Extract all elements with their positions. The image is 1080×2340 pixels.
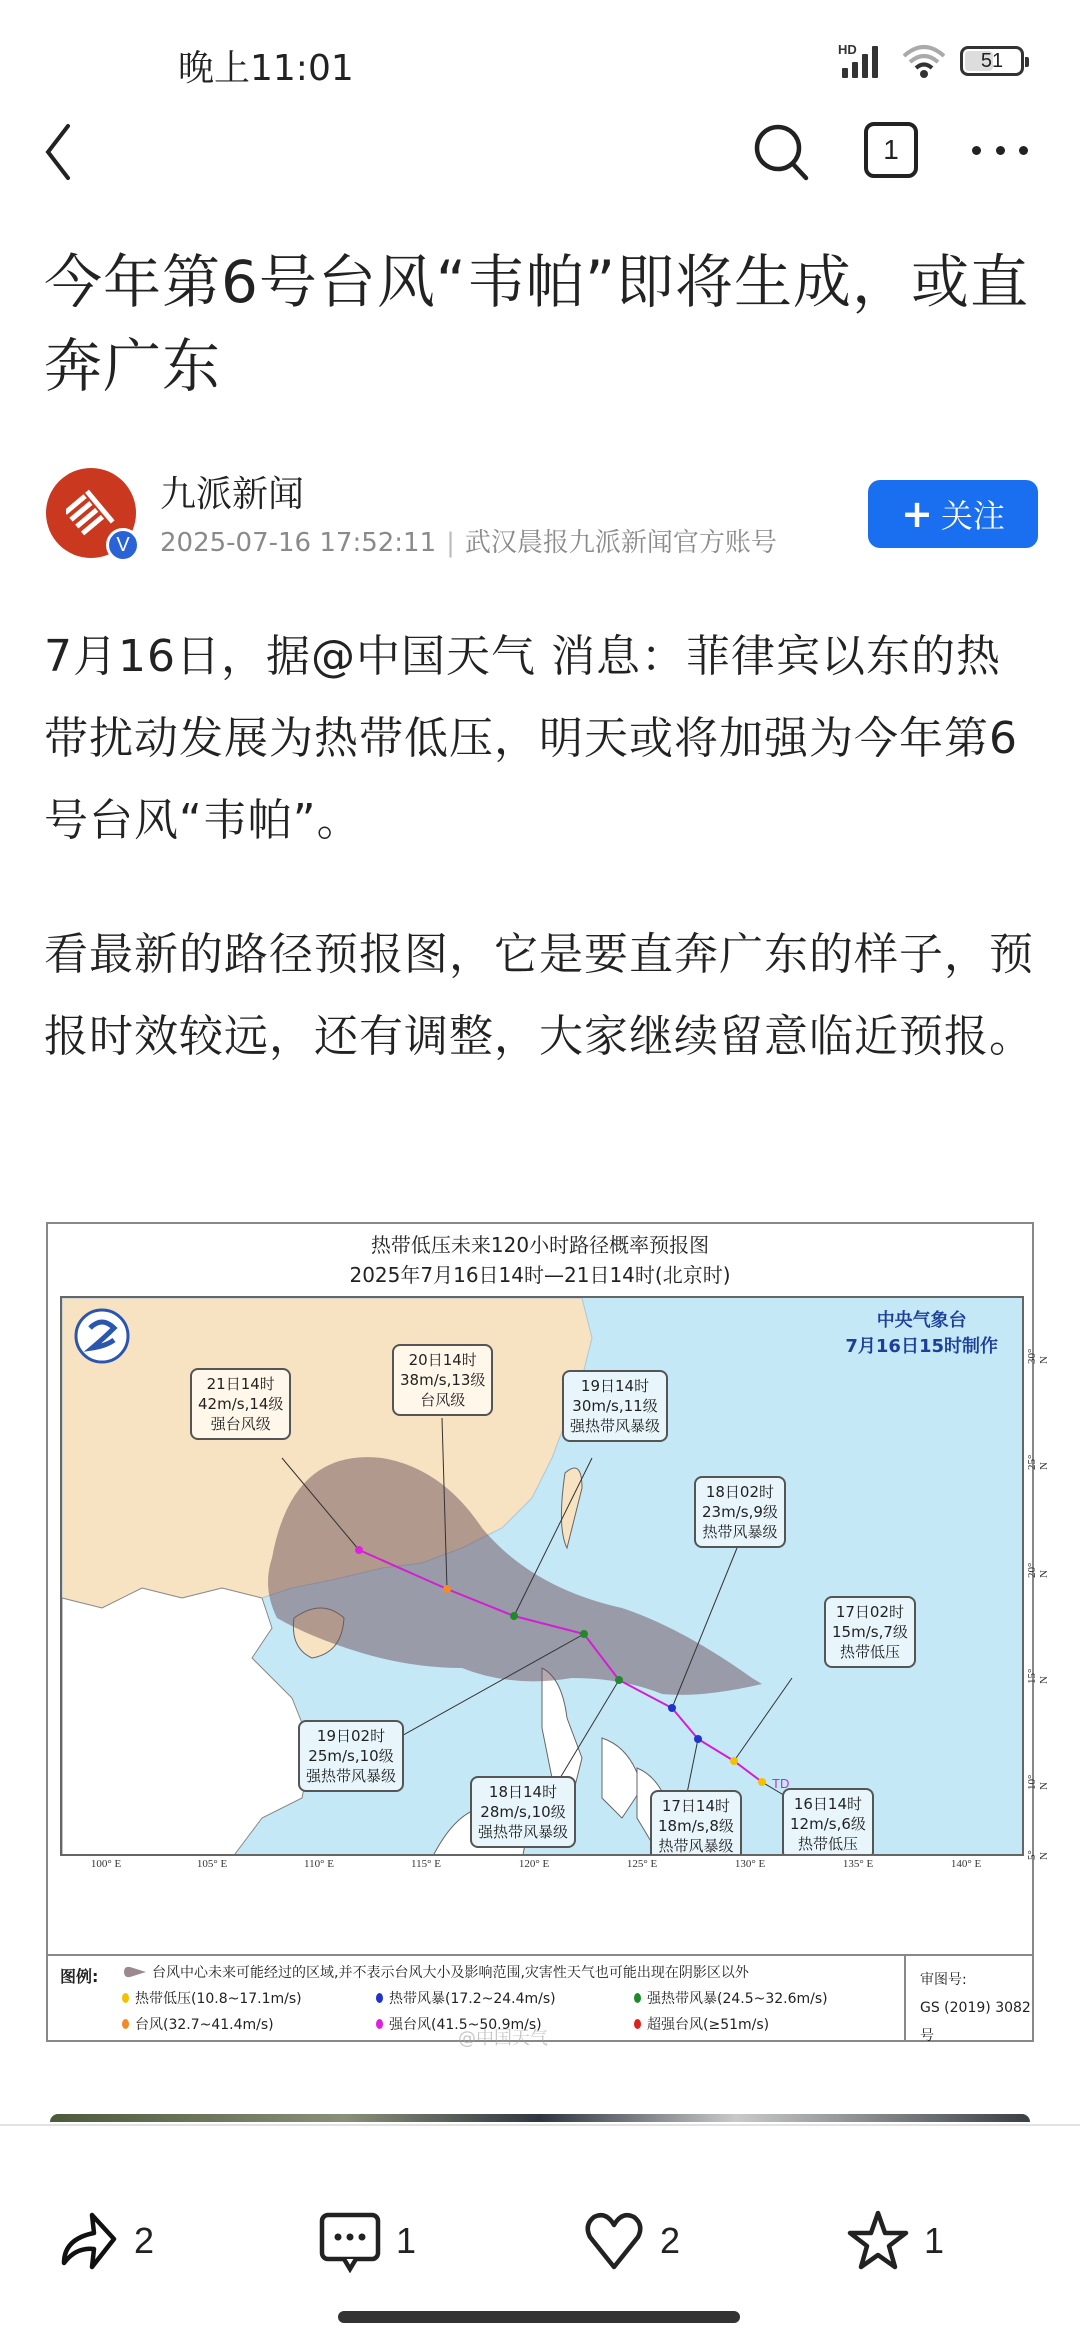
wifi-icon — [902, 42, 946, 80]
top-nav-bar — [0, 110, 1080, 190]
author-description: 武汉晨报九派新闻官方账号 — [464, 528, 777, 558]
map-approval-number: 审图号: GS (2019) 3082号 — [920, 1972, 1031, 2044]
favorite-count: 1 — [924, 2220, 945, 2261]
back-button[interactable] — [38, 120, 88, 184]
back-icon — [38, 120, 88, 184]
next-article-image[interactable] — [50, 2114, 1030, 2122]
share-icon — [56, 2209, 120, 2273]
article-paragraph: 7月16日，据@中国天气 消息：菲律宾以东的热带扰动发展为热带低压，明天或将加强为今年第6号台风“韦帕”。 — [44, 631, 1018, 846]
tab-count: 1 — [883, 134, 899, 165]
comment-icon — [318, 2209, 382, 2273]
share-button[interactable] — [56, 2206, 154, 2276]
cellular-signal-icon — [838, 42, 888, 80]
more-button[interactable] — [972, 130, 1028, 170]
author-name[interactable]: 九派新闻 — [160, 474, 305, 515]
search-icon — [752, 122, 814, 184]
longitude-axis: 100° E 105° E 110° E 115° E 120° E 125° E 130° E 135° E 140° E — [90, 1858, 982, 1870]
search-button[interactable] — [752, 122, 814, 184]
tabs-button[interactable] — [864, 122, 918, 178]
publish-datetime: 2025-07-16 17:52:11 — [160, 528, 437, 558]
callout-17d14h: 17日14时 18m/s,8级 热带风暴级 — [650, 1790, 742, 1856]
callout-18d14h: 18日14时 28m/s,10级 强热带风暴级 — [470, 1776, 576, 1848]
callout-19d02h: 19日02时 25m/s,10级 强热带风暴级 — [298, 1720, 404, 1792]
status-bar — [0, 0, 1080, 120]
battery-icon — [960, 46, 1024, 76]
callout-20d14h: 20日14时 38m/s,13级 台风级 — [392, 1344, 493, 1416]
like-button[interactable] — [582, 2206, 680, 2276]
author-avatar[interactable] — [46, 468, 136, 558]
callout-21d14h: 21日14时 42m/s,14级 强台风级 — [190, 1368, 291, 1440]
legend-item: 热带风暴(17.2~24.4m/s) — [376, 1988, 556, 2008]
legend-item: 热带低压(10.8~17.1m/s) — [122, 1988, 302, 2008]
legend-item: 超强台风(≥51m/s) — [634, 2014, 769, 2034]
callout-17d02h: 17日02时 15m/s,7级 热带低压 — [824, 1596, 916, 1668]
agency-label: 中央气象台 7月16日15时制作 — [845, 1310, 998, 1357]
article-title: 今年第6号台风“韦帕”即将生成，或直奔广东 — [44, 248, 1029, 400]
like-count: 2 — [660, 2220, 681, 2261]
follow-button[interactable] — [868, 480, 1038, 548]
follow-label: 关注 — [940, 497, 1005, 535]
forecast-map — [60, 1296, 1024, 1856]
home-indicator[interactable] — [338, 2311, 740, 2323]
heart-icon — [582, 2209, 646, 2273]
comment-button[interactable] — [318, 2206, 416, 2276]
author-meta — [160, 522, 777, 559]
status-time: 晚上11:01 — [178, 48, 354, 89]
legend-item: 台风(32.7~41.4m/s) — [122, 2014, 274, 2034]
callout-16d14h: 16日14时 12m/s,6级 热带低压 — [782, 1788, 874, 1856]
bottom-action-bar — [0, 2124, 1080, 2340]
comment-count: 1 — [396, 2220, 417, 2261]
share-count: 2 — [134, 2220, 155, 2261]
callout-18d02h: 18日02时 23m/s,9级 热带风暴级 — [694, 1476, 786, 1548]
callout-19d14h: 19日14时 30m/s,11级 强热带风暴级 — [562, 1370, 668, 1442]
meta-separator: | — [446, 528, 455, 558]
verified-badge: V — [106, 528, 140, 562]
td-label: TD — [772, 1776, 790, 1791]
legend-item: 强台风(41.5~50.9m/s) — [376, 2014, 542, 2034]
star-icon — [846, 2209, 910, 2273]
jiupai-logo-icon — [66, 486, 116, 542]
legend-title: 图例: — [60, 1967, 99, 1986]
figure-title: 热带低压未来120小时路径概率预报图 2025年7月16日14时—21日14时(北京时) — [349, 1233, 731, 1287]
status-icons — [838, 42, 1024, 80]
favorite-button[interactable] — [846, 2206, 944, 2276]
legend-cone-desc: 台风中心未来可能经过的区域,并不表示台风大小及影响范围,灾害性天气也可能出现在阴影区以外 — [122, 1962, 749, 1982]
more-icon — [972, 146, 981, 155]
typhoon-forecast-map-image[interactable]: 热带低压未来120小时路径概率预报图 2025年7月16日14时—21日14时(北京时) 中央气象台 7月16日15时制作 21日14时 42m/s,14级 强台风级 20日14时 38m/s,13级 台风级 19日14时 30m/s,11级 强热带风暴级 18日02时 23m/s,9级 热带风暴级 17日02时 15m/s,7级 热带低压 19日02时 25m/s,10级 强热带风暴级 18日14时 28m/s,10级 强热带风暴级 17日14时 18m/s,8级 热带风暴级 16日14时 12m/s,6级 热带低压 TD 100° E 105° E 110° E 115° E 120° E 125° E 130° E 135° E 140° E 30° N 25° N 20° N 15° N 10° N 5° N 图例: 台风中心未来可能经过的区域,并不表示台风大小及影响范围,灾害性天气也可能出现在阴影区以外 热带低压(10.8~17.1m/s) 热带风暴(17.2~24.4m/s) 强热带风暴(24.5~32.6m/s) 台风(32.7~41.4m/s) 强台风(41.5~50.9m/s) 超强台风(≥51m/s) 审图号: GS (2019) 3082号 @中国天气 — [46, 1222, 1034, 2042]
battery-level: 51 — [980, 49, 1004, 72]
cone-shape-icon — [122, 1966, 146, 1978]
image-watermark: @中国天气 — [458, 2028, 548, 2049]
legend-item: 强热带风暴(24.5~32.6m/s) — [634, 1988, 828, 2008]
plus-icon: + — [901, 492, 933, 536]
article-paragraph: 看最新的路径预报图，它是要直奔广东的样子，预报时效较远，还有调整，大家继续留意临近预报。 — [44, 929, 1034, 1062]
author-row — [44, 466, 1044, 566]
network-type-label: HD — [838, 42, 857, 57]
